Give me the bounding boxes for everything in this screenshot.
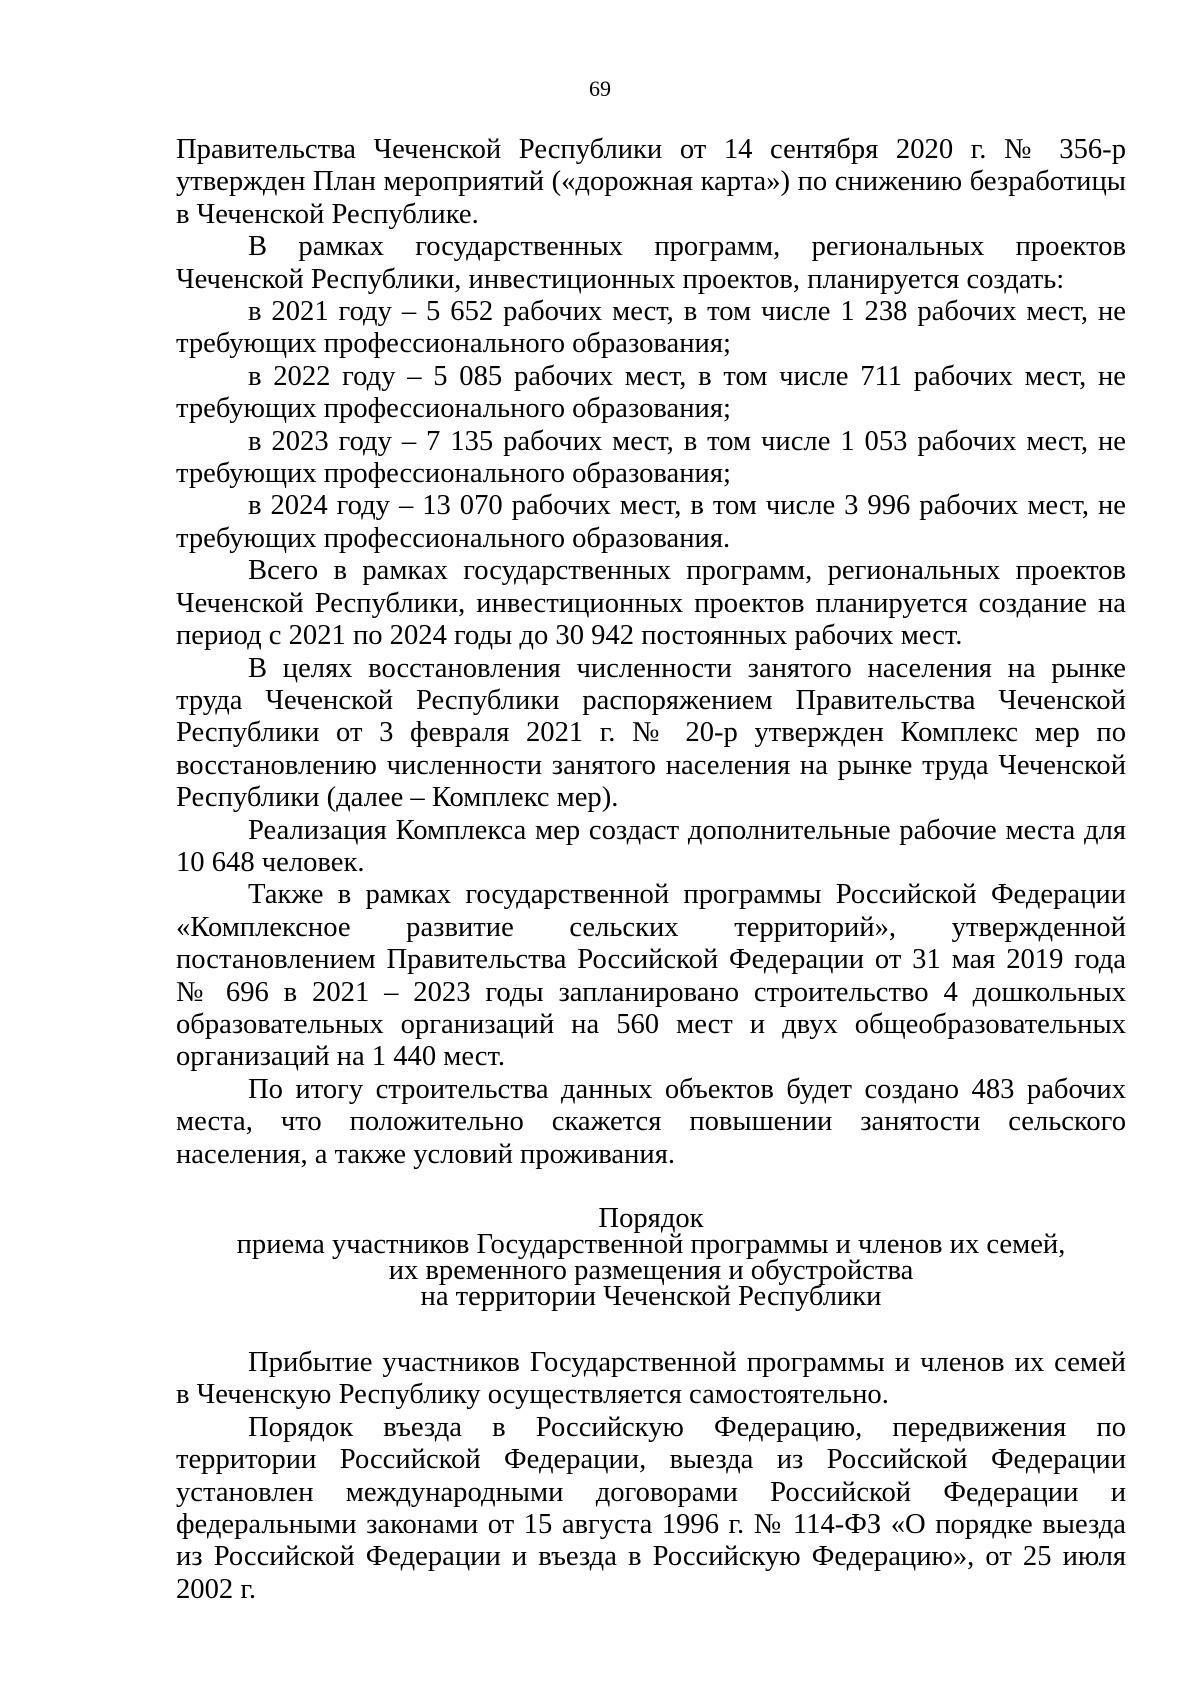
paragraph-entry-procedure: Порядок въезда в Российскую Федерацию, передвижения по территории Российской Федерации, выезда из Российской Федерации установлен международными договорами Российской Федерации и федеральными законами от 15 августа 1996 г. № 114-ФЗ «О порядке выезда из Российской Федерации и въезда в Российскую Федерацию», от 25 июля 2002 г. (176, 1411, 1126, 1605)
section-heading (176, 1203, 1126, 1312)
document-body-bottom (176, 1347, 1126, 1606)
paragraph-complex-result: Реализация Комплекса мер создаст дополнительные рабочие места для 10 648 человек. (176, 814, 1126, 878)
paragraph-jobs-2023: в 2023 году – 7 135 рабочих мест, в том числе 1 053 рабочих мест, не требующих профессионального образования; (176, 425, 1126, 490)
paragraph-plan-intro: В рамках государственных программ, региональных проектов Чеченской Республики, инвестиционных проектов, планируется создать: (176, 231, 1126, 295)
paragraph-jobs-2021: в 2021 году – 5 652 рабочих мест, в том числе 1 238 рабочих мест, не требующих профессионального образования; (176, 296, 1126, 360)
paragraph-rural-program: Также в рамках государственной программы Российской Федерации «Комплексное развитие сельских территорий», утвержденной постановлением Правительства Российской Федерации от 31 мая 2019 года № 696 в 2021 – 2023 годы запланировано строительство 4 дошкольных образовательных организаций на 560 мест и двух общеобразовательных организаций на 1 440 мест. (176, 879, 1126, 1073)
paragraph-complex-measures: В целях восстановления численности занятого населения на рынке труда Чеченской Республики распоряжением Правительства Чеченской Республики от 3 февраля 2021 г. № 20-р утвержден Комплекс мер по восстановлению численности занятого населения на рынке труда Чеченской Республики (далее – Комплекс мер). (176, 652, 1126, 814)
paragraph-continuation: Правительства Чеченской Республики от 14 сентября 2020 г. № 356-р утвержден План мероприятий («дорожная карта») по снижению безработицы в Чеченской Республике. (176, 134, 1126, 230)
section-heading-line-4: на территории Чеченской Республики (420, 1281, 882, 1312)
section-heading-title: Порядок (598, 1203, 704, 1234)
page-number: 69 (589, 76, 611, 101)
paragraph-jobs-2022: в 2022 году – 5 085 рабочих мест, в том числе 711 рабочих мест, не требующих профессионального образования; (176, 360, 1126, 425)
document-body-top (176, 134, 1126, 1171)
section-heading-line-2: приема участников Государственной программы и членов их семей, (236, 1229, 1066, 1260)
paragraph-jobs-total: Всего в рамках государственных программ, региональных проектов Чеченской Республики, инвестиционных проектов планируется создание на период с 2021 по 2024 годы до 30 942 постоянных рабочих мест. (176, 555, 1126, 652)
paragraph-arrival: Прибытие участников Государственной программы и членов их семей в Чеченскую Республику осуществляется самостоятельно. (176, 1347, 1126, 1411)
paragraph-construction-result: По итогу строительства данных объектов будет создано 483 рабочих места, что положительно скажется повышении занятости сельского населения, а также условий проживания. (176, 1073, 1126, 1170)
paragraph-jobs-2024: в 2024 году – 13 070 рабочих мест, в том числе 3 996 рабочих мест, не требующих профессионального образования. (176, 490, 1126, 554)
section-heading-line-3: их временного размещения и обустройства (388, 1255, 914, 1286)
